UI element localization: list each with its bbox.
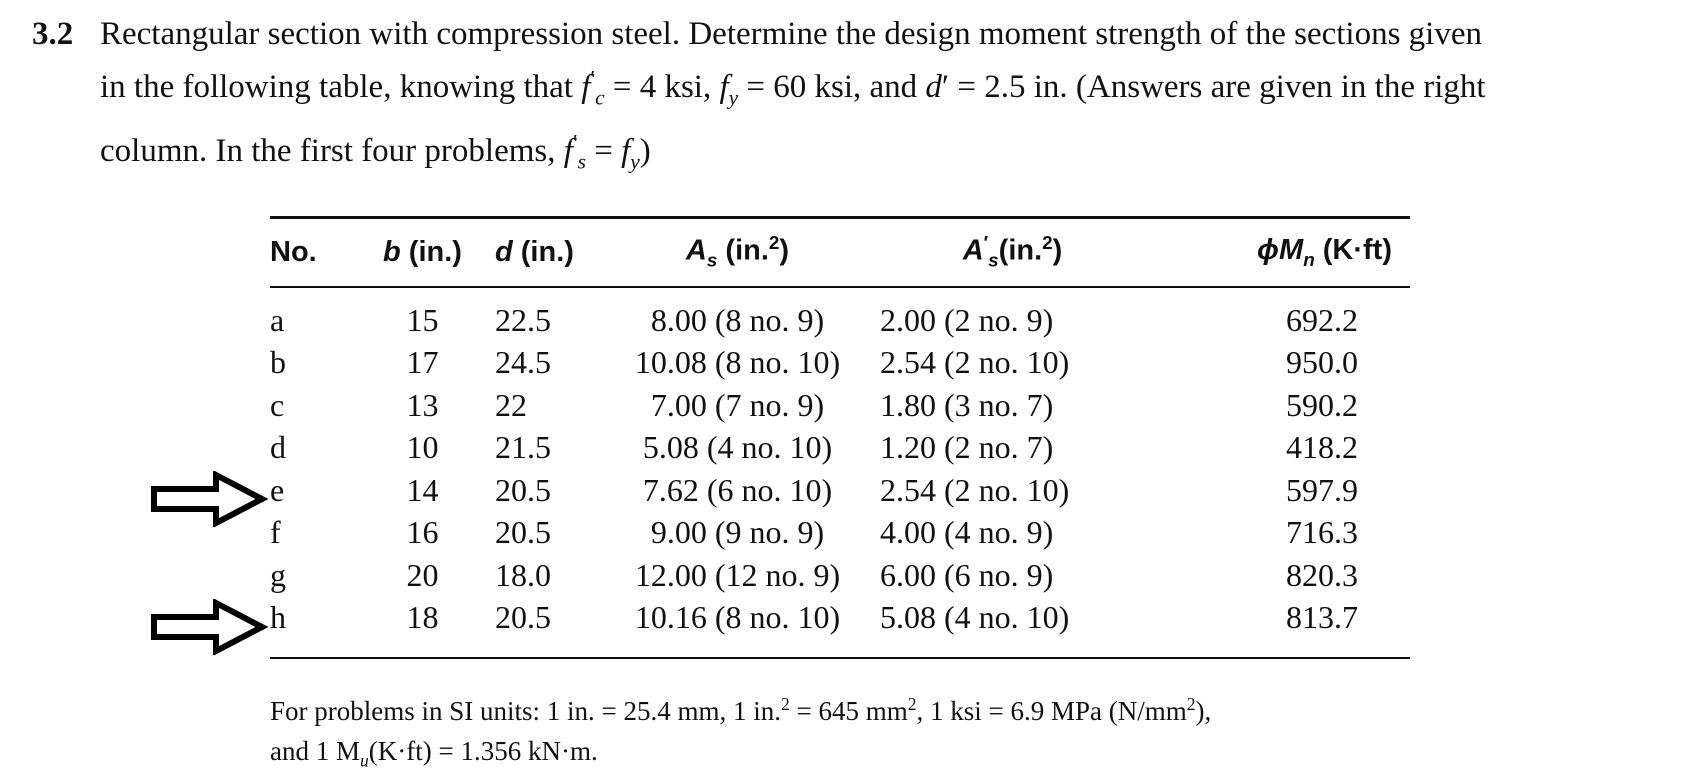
col-header-as: $A_s$ (in.$^2$) [685,232,790,271]
right-arrow-icon [150,471,270,527]
col-header-b: b (in.) [383,235,462,268]
table-top-rule [270,216,1410,219]
table-row: d 10 21.5 5.08 (4 no. 10) 1.20 (2 no. 7) 418.2 [270,429,1358,466]
table-row: a 15 22.5 8.00 (8 no. 9) 2.00 (2 no. 9) 692.2 [270,301,1358,338]
problem-text: Rectangular section with compression steel. Determine the design moment strength of the sections given in the following table, knowing that $f'_c = 4$ ksi, $f_y = 60$ ksi, and d′ = 2.5 in. (Answers are given in the right column. In the first four problems, $f'_s = f_y$) [100,16,1486,174]
table-row: h 18 20.5 10.16 (8 no. 10) 5.08 (4 no. 10) 813.7 [270,599,1358,636]
table-row: g 20 18.0 12.00 (12 no. 9) 6.00 (6 no. 9) 820.3 [270,556,1358,593]
col-header-d: d (in.) [495,235,574,268]
si-units-note: For problems in SI units: 1 in. = 25.4 mm, 1 in.$^2$ = 645 $mm^2$, 1 ksi = 6.9 MPa $(N/mm^2)$, and 1 $M_u(K\cdot ft) = 1.356$ kN·m. [270,694,1212,771]
table-bottom-rule [270,657,1410,659]
right-arrow-icon [150,599,270,655]
col-header-phi-mn: $\phi M_n$ (K·ft) [1257,233,1392,270]
col-header-no: No. [270,235,317,268]
table-row: c 13 22 7.00 (7 no. 9) 1.80 (3 no. 7) 590.2 [270,386,1358,423]
col-header-as-prime: $A'_s(in.^2)$ [962,232,1063,271]
table-row: e 14 20.5 7.62 (6 no. 10) 2.54 (2 no. 10) 597.9 [270,471,1358,508]
table-row: f 16 20.5 9.00 (9 no. 9) 4.00 (4 no. 9) 716.3 [270,514,1358,551]
problem-number: 3.2 [32,16,74,52]
data-table [270,221,1410,639]
table-row: b 17 24.5 10.08 (8 no. 10) 2.54 (2 no. 10) 950.0 [270,344,1358,381]
table-header-row [270,221,1410,283]
problem-statement [32,12,1672,183]
